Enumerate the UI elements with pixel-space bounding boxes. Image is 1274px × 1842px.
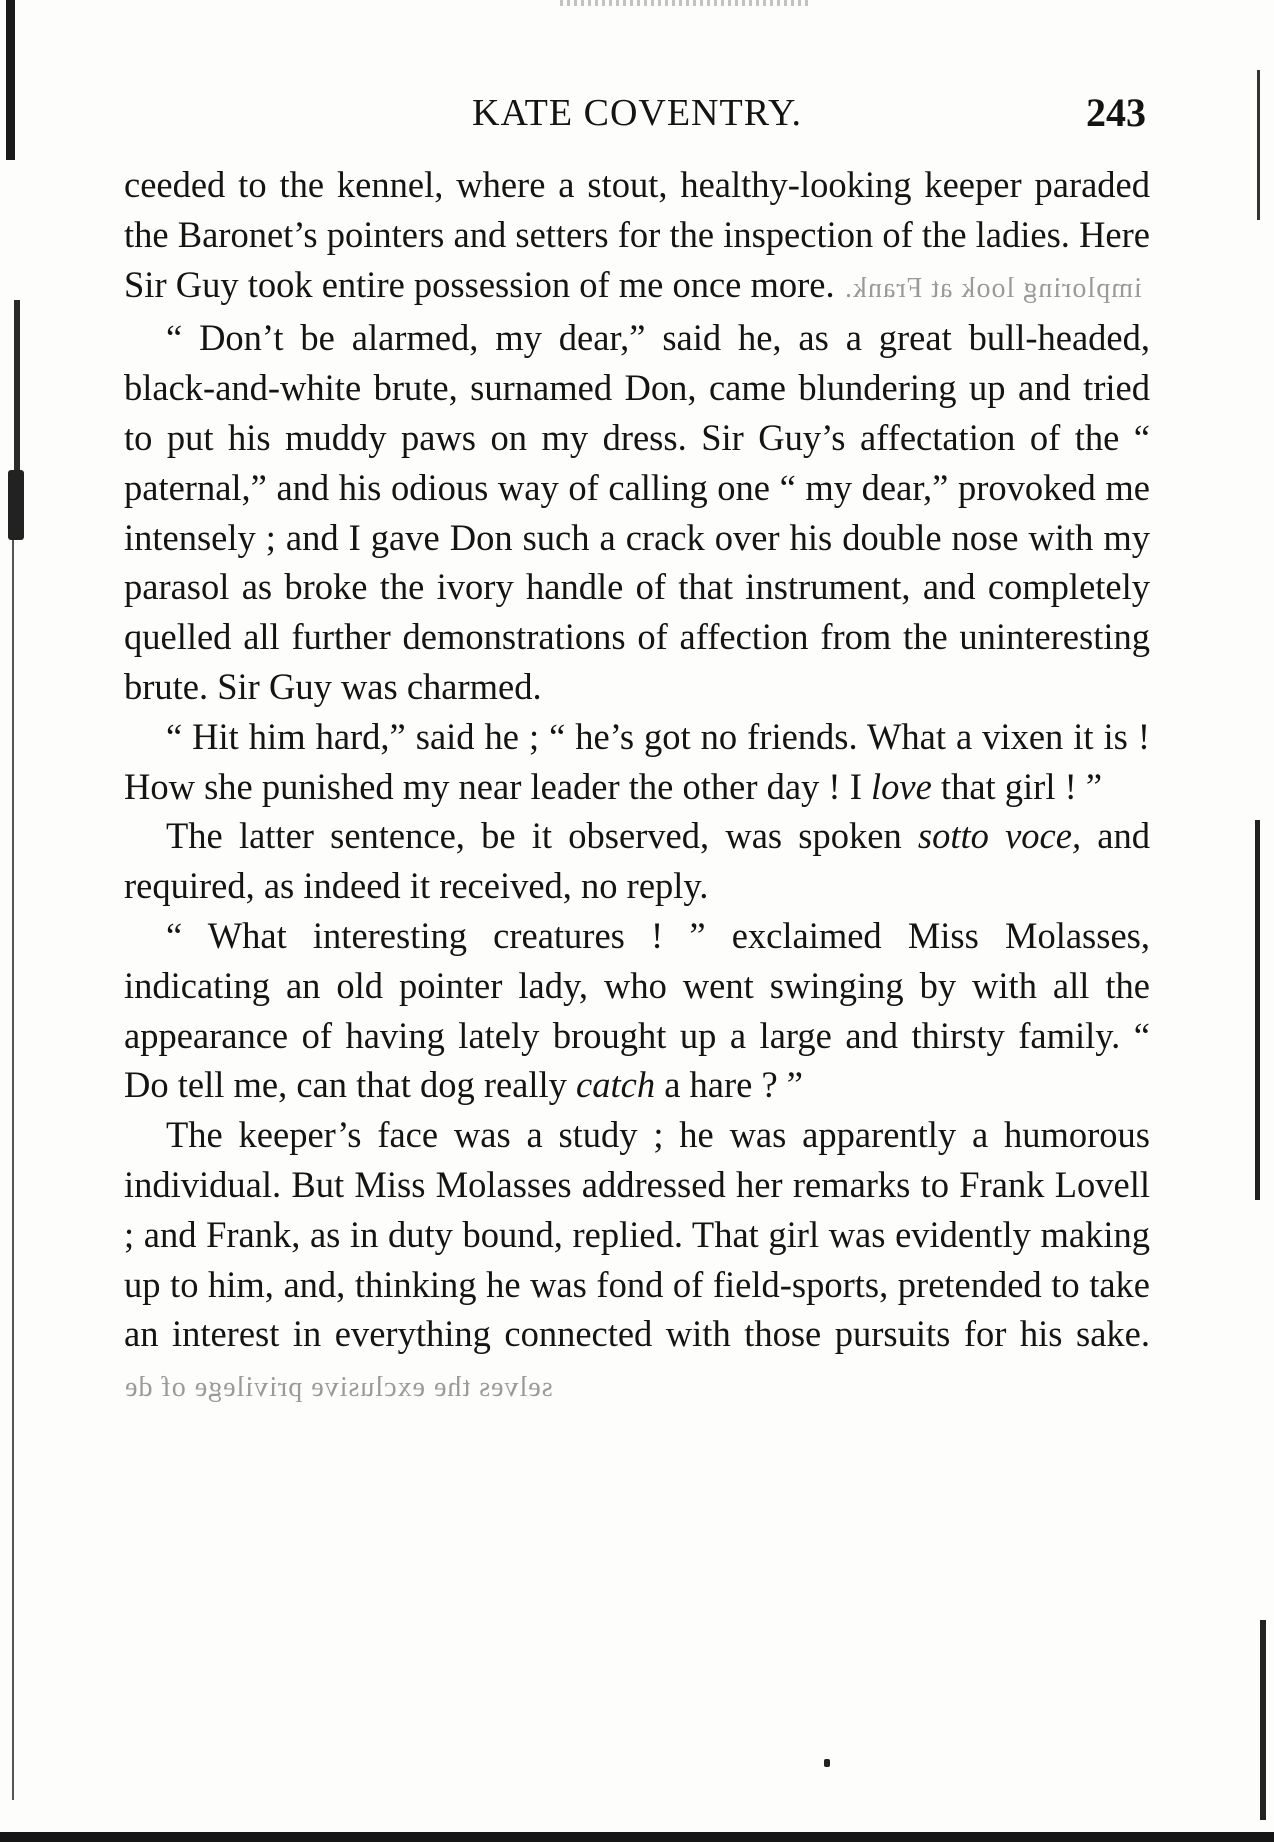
emphasis-text: sotto voce, — [917, 815, 1082, 857]
paragraph-text: and required, as indeed it received, no reply. — [124, 815, 1150, 907]
ink-speck — [824, 1759, 830, 1767]
paragraph — [124, 1110, 1150, 1413]
scan-edge-right — [1260, 1620, 1266, 1820]
paragraph-text: “ Hit him hard,” said he ; “ he’s got no friends. What a vixen it is ! How she punished my near leader the other day ! I — [124, 715, 1150, 807]
paragraph-text: ceeded to the kennel, where a stout, healthy-looking keeper paraded the Baronet’s pointers and setters for the inspection of the ladies. Here Sir Guy took entire possession of me once more. — [124, 164, 1150, 305]
paragraph — [124, 911, 1150, 1110]
paragraph-text: “ What interesting creatures ! ” exclaimed Miss Molasses, indicating an old pointer lady, who went swinging by with all the appearance of having lately brought up a large and thirsty family. “ Do tell me, can that dog really — [124, 914, 1150, 1106]
scan-smudge — [560, 0, 810, 6]
paragraph — [124, 160, 1150, 313]
paragraph — [124, 313, 1150, 711]
emphasis-text: love — [871, 765, 932, 807]
page-header — [0, 88, 1274, 138]
show-through-text: selves the exclusive privilege of de — [124, 1372, 553, 1404]
paragraph-text: a hare ? ” — [655, 1064, 804, 1106]
scan-edge-right — [1255, 820, 1260, 1200]
scan-edge-bottom — [0, 1832, 1274, 1842]
paragraph — [124, 811, 1150, 911]
body-text — [124, 160, 1150, 1413]
scan-edge-left — [12, 540, 14, 1800]
paragraph-text: that girl ! ” — [931, 765, 1103, 807]
emphasis-text: catch — [576, 1064, 656, 1106]
paragraph — [124, 712, 1150, 812]
paragraph-text: The latter sentence, be it observed, was spoken — [166, 815, 918, 857]
paragraph-text: The keeper’s face was a study ; he was apparently a humorous individual. But Miss Molasses addressed her remarks to Frank Lovell ; and Frank, as in duty bound, replied. That girl was evidently making up to him, and, thinking he was fond of field-sports, pretended to take an interest in everything connected with those pursuits for his sake. — [124, 1114, 1150, 1355]
scan-edge-left — [8, 470, 24, 540]
show-through-text: imploring look at Frank. — [843, 272, 1142, 304]
page-number: 243 — [1086, 90, 1146, 135]
paragraph-text: “ Don’t be alarmed, my dear,” said he, as a great bull-headed, black-and-white brute, surnamed Don, came blundering up and tried to put his muddy paws on my dress. Sir Guy’s affectation of the “ paternal,” and his odious way of calling one “ my dear,” provoked me intensely ; and I gave Don such a crack over his double nose with my parasol as broke the ivory handle of that instrument, and completely quelled all further demonstrations of affection from the uninteresting brute. Sir Guy was charmed. — [124, 317, 1150, 707]
running-title: KATE COVENTRY. — [472, 92, 802, 134]
